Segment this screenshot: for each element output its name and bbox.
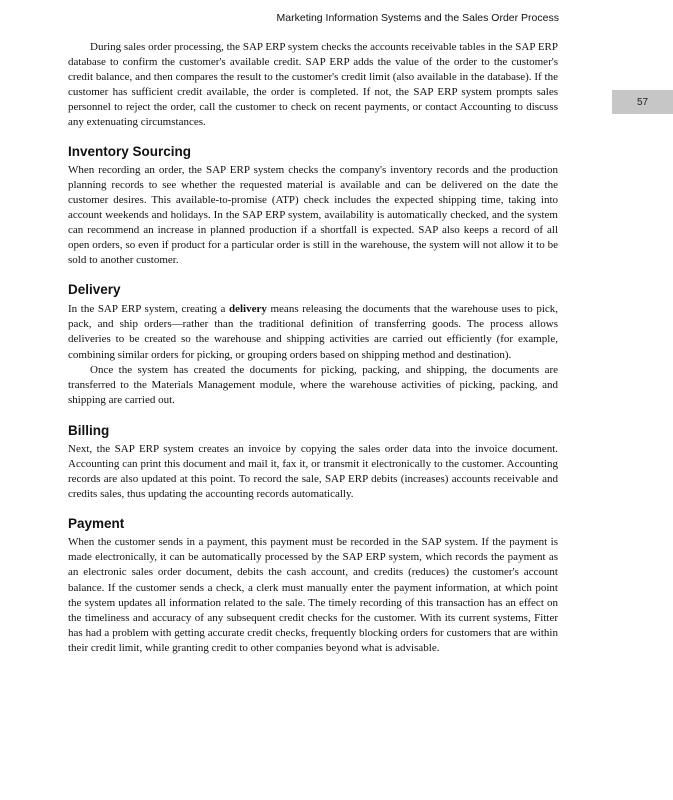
delivery-paragraph-2: Once the system has created the documents for picking, packing, and shipping, the documents are transferred to the Materials Management module, where the warehouse activities of picking, packing, and shipping are carried out. [68,363,558,406]
page-body [68,40,558,656]
section-heading-delivery: Delivery [68,282,121,298]
section-heading-billing: Billing [68,422,110,438]
delivery-key-term: delivery [229,303,267,316]
delivery-paragraph-1 [68,302,558,362]
page-number-tab: 57 [612,90,673,114]
intro-paragraph: During sales order processing, the SAP ERP system checks the accounts receivable tables in the SAP ERP database to confirm the customer's available credit. SAP ERP adds the value of the order to the customer's credit balance, and then compares the result to the customer's credit limit (also available in the database). If the customer has sufficient credit available, the order is completed. If not, the SAP ERP system prompts sales personnel to reject the order, call the customer to check on recent payments, or contact Accounting to discuss any extenuating circumstances. [68,41,558,129]
delivery-text-after: means releasing the documents that the warehouse uses to pick, pack, and ship orders—rather than the traditional definition of transferring goods. The process allows deliveries to be created so the warehouse and shipping activities are carried out efficiently (for example, combining similar orders for picking, or grouping orders based on shipping method and destination). [68,303,559,361]
running-header: Marketing Information Systems and the Sales Order Process [276,12,559,24]
section-heading-payment: Payment [68,516,125,532]
billing-paragraph: Next, the SAP ERP system creates an invoice by copying the sales order data into the invoice document. Accounting can print this document and mail it, fax it, or transmit it electronically to the customer. Accounting records are also updated at this point. To record the sale, SAP ERP debits (increases) accounts receivable and credits sales, thus updating the accounting records automatically. [68,442,558,501]
section-heading-inventory-sourcing: Inventory Sourcing [68,143,192,159]
delivery-text-before: In the SAP ERP system, creating a [68,303,229,316]
payment-paragraph: When the customer sends in a payment, this payment must be recorded in the SAP system. If the payment is made electronically, it can be automatically processed by the SAP ERP system, which records the payment as an electronic sales order document, debits the cash account, and credits (reduces) the customer's account balance. If the customer sends a check, a clerk must manually enter the payment information, at which point the system updates all information related to the sale. The timely recording of this transaction has an effect on the timeliness and accuracy of any subsequent credit checks for the customer. With its current systems, Fitter has had a problem with getting accurate credit checks, frequently blocking orders for customers that are within their credit limit, while granting credit to other companies beyond what is advisable. [68,536,558,654]
inventory-sourcing-paragraph: When recording an order, the SAP ERP system checks the company's inventory records and the production planning records to see whether the requested material is available and can be delivered on the date the customer desires. This available-to-promise (ATP) check includes the expected shipping time, taking into account weekends and holidays. In the SAP ERP system, availability is automatically checked, and the system can recommend an increase in planned production if a shortfall is expected. SAP also keeps a record of all open orders, so even if product for a particular order is still in the warehouse, the system will not allow it to be sold to another customer. [68,163,558,267]
